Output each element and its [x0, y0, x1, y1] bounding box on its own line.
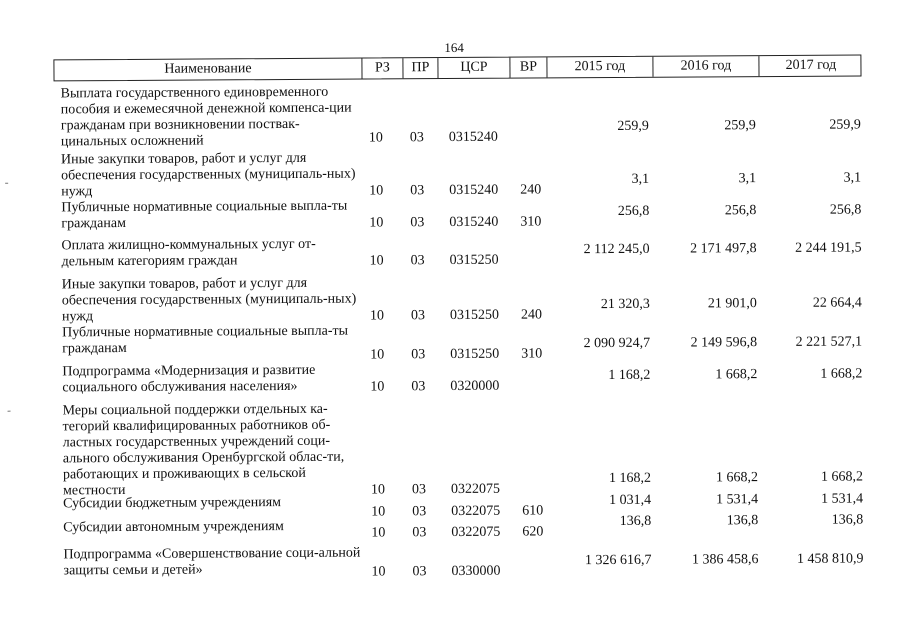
row-pr: 03 [410, 253, 425, 269]
row-value-2017: 3,1 [843, 170, 862, 186]
row-name: Публичные нормативные социальные выпла-ты гражданам [61, 198, 348, 232]
row-csr: 0315250 [449, 307, 500, 323]
row-csr: 0315240 [449, 182, 499, 199]
row-value-2015: 1 168,2 [608, 367, 651, 384]
row-value-2017: 1 668,2 [820, 366, 863, 382]
row-value-2017: 1 531,4 [821, 491, 864, 507]
row-name: Меры социальной поддержки отдельных ка-тегорий квалифицированных работников об-ластных государственных учреждений соци-ального обслуживания Оренбургской облас-ти, работающих и проживающих в сельской местности [62, 401, 345, 499]
row-value-2016: 259,9 [724, 118, 756, 134]
row-csr: 0315240 [449, 214, 499, 231]
row-rz: 10 [371, 525, 386, 541]
row-csr: 0322075 [451, 503, 501, 519]
row-value-2016: 21 901,0 [707, 296, 757, 312]
row-value-2016: 256,8 [724, 203, 757, 219]
row-name: Оплата жилищно-коммунальных услуг от-дельным категориям граждан [61, 236, 316, 270]
header-2016: 2016 год [653, 56, 759, 77]
row-vr: 310 [520, 214, 542, 230]
row-name: Публичные нормативные социальные выпла-ты гражданам [62, 323, 349, 357]
row-rz: 10 [370, 379, 385, 395]
row-vr: 240 [520, 182, 542, 198]
row-vr: 610 [522, 503, 544, 519]
row-value-2017: 259,9 [829, 117, 861, 133]
scan-mark [8, 411, 11, 412]
row-value-2017: 2 221 527,1 [795, 334, 863, 350]
row-pr: 03 [411, 482, 427, 498]
row-value-2017: 136,8 [831, 512, 864, 528]
row-name: Подпрограмма «Совершенствование соци-альной защиты семьи и детей» [63, 545, 361, 579]
header-2015: 2015 год [547, 57, 653, 78]
row-csr: 0322075 [450, 481, 501, 497]
row-value-2015: 136,8 [619, 513, 652, 529]
row-value-2016: 2 171 497,8 [690, 241, 757, 257]
row-pr: 03 [411, 379, 426, 395]
header-2017: 2017 год [785, 57, 837, 73]
row-rz: 10 [371, 564, 386, 580]
row-rz: 10 [370, 482, 386, 498]
row-csr: 0322075 [451, 524, 501, 540]
header-csr: ЦСР [438, 58, 510, 78]
table-row [0, 233, 904, 270]
row-csr: 0315250 [450, 346, 500, 362]
table-row [0, 81, 904, 150]
row-name: Выплата государственного единовременного пособия и ежемесячной денежной компенса-ции гражданам при возникновении поствак-цинальных осложнений [60, 84, 352, 150]
row-rz: 10 [368, 130, 383, 146]
row-value-2015: 1 031,4 [609, 492, 652, 509]
row-value-2015: 259,9 [617, 118, 649, 134]
row-value-2015: 3,1 [631, 171, 650, 187]
row-vr: 240 [520, 307, 543, 323]
row-value-2016: 3,1 [738, 171, 757, 187]
row-value-2015: 256,8 [617, 203, 650, 219]
header-pr: ПР [403, 58, 438, 78]
table-header [53, 54, 861, 81]
row-name: Субсидии автономным учреждениям [63, 519, 284, 536]
row-pr: 03 [410, 183, 425, 199]
row-pr: 03 [412, 504, 427, 520]
row-name: Иные закупки товаров, работ и услуг для обеспечения государственных (муниципаль-ных) нужд [61, 275, 357, 325]
row-value-2017: 256,8 [829, 202, 862, 218]
row-rz: 10 [369, 183, 384, 199]
row-value-2016: 1 386 458,6 [691, 552, 759, 568]
row-value-2016: 2 149 596,8 [690, 335, 758, 351]
row-value-2016: 1 531,4 [716, 492, 759, 508]
scan-mark [5, 183, 8, 184]
row-vr: 310 [521, 346, 543, 362]
row-csr: 0315240 [448, 129, 498, 146]
row-value-2015: 1 326 616,7 [584, 552, 652, 569]
row-csr: 0330000 [451, 563, 501, 579]
row-name: Подпрограмма «Модернизация и развитие социального обслуживания населения» [62, 362, 316, 396]
header-rz: РЗ [362, 58, 403, 78]
table-row [0, 272, 905, 325]
header-vr: ВР [510, 57, 547, 77]
row-name: Иные закупки товаров, работ и услуг для обеспечения государственных (муниципаль-ных) нужд [60, 150, 356, 200]
row-pr: 03 [411, 347, 426, 363]
row-value-2015: 1 168,2 [608, 470, 652, 487]
row-value-2017: 2 244 191,5 [795, 240, 862, 256]
row-value-2015: 21 320,3 [600, 296, 650, 313]
header-name: Наименование [54, 59, 362, 81]
row-value-2017: 1 668,2 [820, 469, 864, 485]
row-value-2015: 2 112 245,0 [583, 241, 650, 258]
row-pr: 03 [410, 215, 425, 231]
row-value-2015: 2 090 924,7 [583, 335, 651, 352]
row-rz: 10 [369, 253, 384, 269]
row-value-2016: 1 668,2 [715, 470, 759, 486]
row-value-2017: 22 664,4 [812, 295, 862, 311]
row-value-2016: 1 668,2 [715, 367, 758, 383]
row-csr: 0315250 [449, 252, 499, 269]
row-rz: 10 [369, 308, 385, 324]
row-vr: 620 [522, 524, 544, 540]
row-rz: 10 [369, 215, 384, 231]
row-pr: 03 [412, 564, 427, 580]
row-value-2017: 1 458 810,9 [796, 551, 864, 567]
row-pr: 03 [412, 525, 427, 541]
row-value-2016: 136,8 [726, 513, 759, 529]
page-number: 164 [444, 39, 464, 56]
row-pr: 03 [409, 130, 424, 146]
row-rz: 10 [371, 504, 386, 520]
table-row [1, 542, 905, 580]
row-csr: 0320000 [450, 378, 500, 394]
row-rz: 10 [370, 347, 385, 363]
row-pr: 03 [410, 308, 426, 324]
row-name: Субсидии бюджетным учреждениям [63, 495, 282, 512]
